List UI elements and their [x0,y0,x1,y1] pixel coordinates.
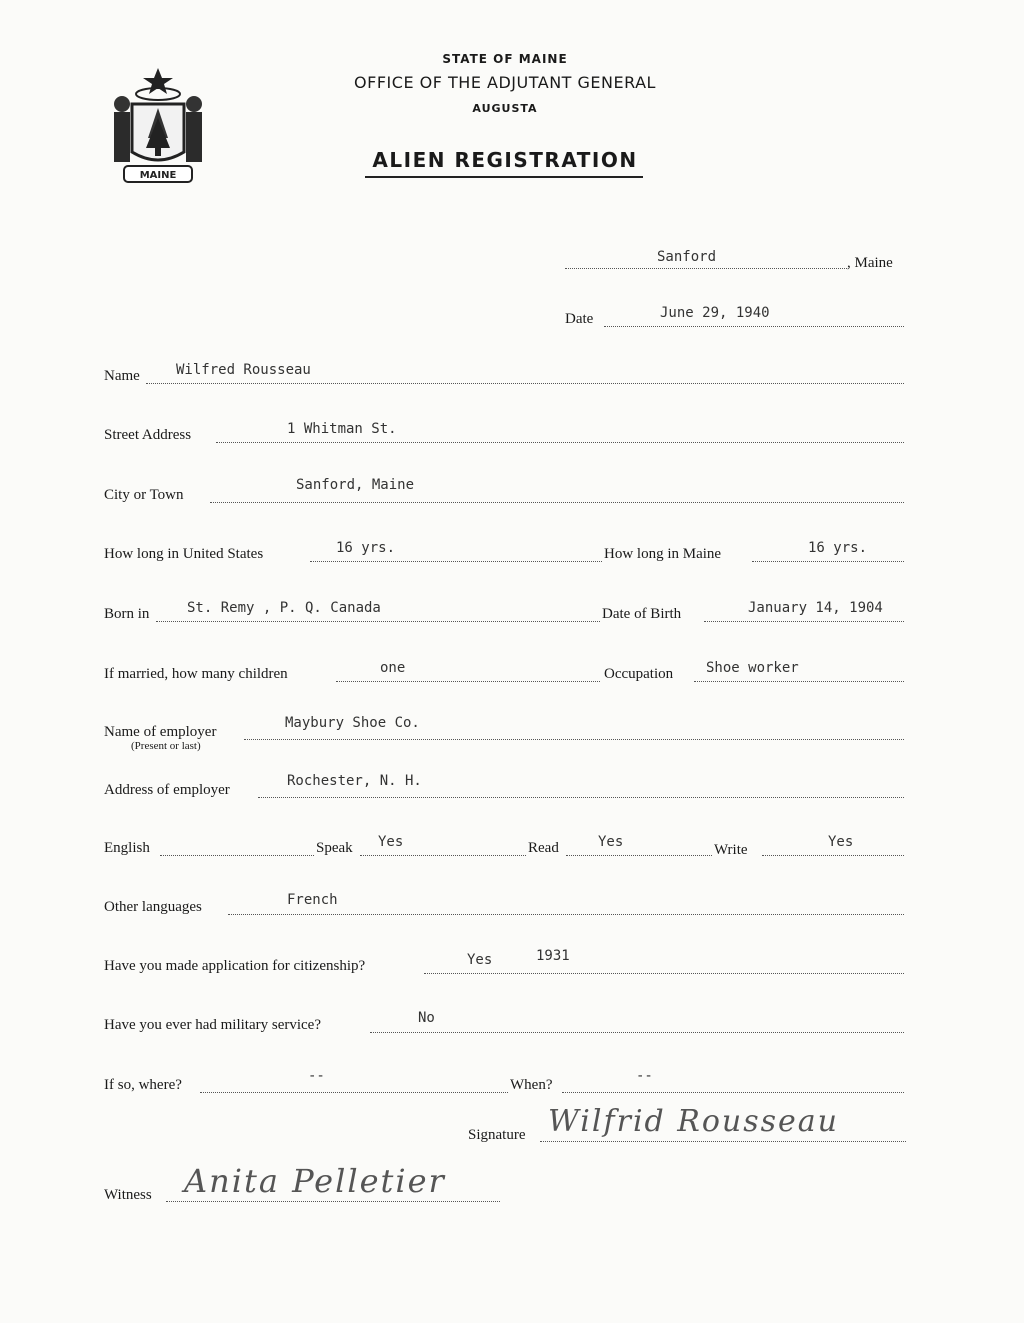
employer-address-label: Address of employer [104,782,230,798]
street-value: 1 Whitman St. [287,421,397,437]
speak-value: Yes [378,834,404,850]
office-heading: OFFICE OF THE ADJUTANT GENERAL [354,73,656,92]
read-value: Yes [598,834,624,850]
other-languages-label: Other languages [104,899,202,915]
witness-label: Witness [104,1187,152,1203]
military-value: No [418,1010,435,1026]
when-label: When? [510,1077,553,1093]
write-value: Yes [828,834,854,850]
employer-sublabel: (Present or last) [131,740,201,752]
occupation-value: Shoe worker [706,660,799,676]
witness-value: Anita Pelletier [184,1162,446,1200]
form-title: ALIEN REGISTRATION [372,148,638,172]
english-label: English [104,840,150,856]
us-duration-label: How long in United States [104,546,264,562]
city-value: Sanford, Maine [296,477,415,493]
citizenship-label: Have you made application for citizenship? [104,958,366,974]
employer-label: Name of employer [104,724,217,740]
write-label: Write [714,842,748,858]
born-label: Born in [104,606,150,622]
place-suffix: , Maine [847,255,893,271]
other-languages-value: French [287,892,338,908]
when-value: -- [636,1068,653,1084]
dob-value: January 14, 1904 [748,600,883,616]
read-label: Read [528,840,559,856]
name-label: Name [104,368,140,384]
signature-label: Signature [468,1127,526,1143]
where-label: If so, where? [104,1077,182,1093]
children-label: If married, how many children [104,666,288,682]
dob-label: Date of Birth [602,606,682,622]
date-label: Date [565,311,594,327]
employer-address-value: Rochester, N. H. [287,773,422,789]
state-heading: STATE OF MAINE [442,52,568,66]
city-label: City or Town [104,487,184,503]
title-underline [365,176,643,178]
where-value: -- [308,1068,325,1084]
signature-value: Wilfrid Rousseau [548,1104,839,1139]
place-value: Sanford [657,249,717,265]
svg-text:MAINE: MAINE [139,170,177,181]
military-label: Have you ever had military service? [104,1017,321,1033]
employer-value: Maybury Shoe Co. [285,715,420,731]
citizenship-value: Yes [467,952,493,968]
citizenship-year: 1931 [536,948,570,964]
occupation-label: Occupation [604,666,674,682]
date-value: June 29, 1940 [660,305,770,321]
city-heading: AUGUSTA [472,102,538,115]
name-value: Wilfred Rousseau [176,362,311,378]
children-value: one [380,660,406,676]
speak-label: Speak [316,840,353,856]
maine-duration-value: 16 yrs. [808,540,868,556]
maine-duration-label: How long in Maine [604,546,722,562]
us-duration-value: 16 yrs. [336,540,396,556]
born-value: St. Remy , P. Q. Canada [187,600,381,616]
street-label: Street Address [104,427,192,443]
